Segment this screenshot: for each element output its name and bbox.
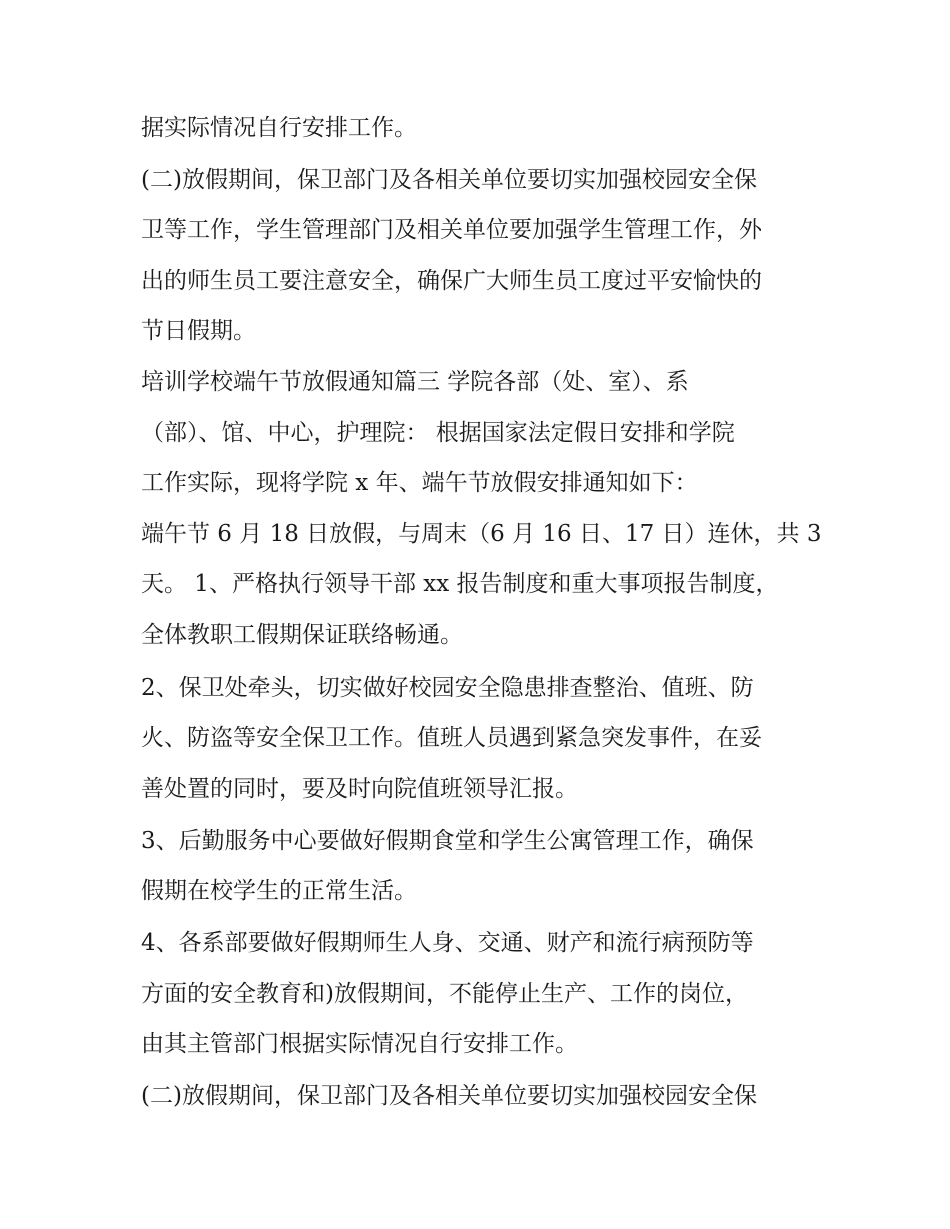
text-line: 卫等工作，学生管理部门及相关单位要加强学生管理工作，外 [141,217,762,243]
text-line: 2、保卫处牵头，切实做好校园安全隐患排查整治、值班、防 [141,675,754,701]
text-line: 工作实际，现将学院 x 年、端午节放假安排通知如下： [141,470,698,496]
text-line: (二)放假期间，保卫部门及各相关单位要切实加强校园安全保 [141,1083,757,1109]
text-line: 方面的安全教育和)放假期间，不能停止生产、工作的岗位， [141,981,748,1007]
text-line: 由其主管部门根据实际情况自行安排工作。 [141,1031,578,1057]
text-line: 天。 1、严格执行领导干部 xx 报告制度和重大事项报告制度， [141,571,779,597]
text-line: 4、各系部要做好假期师生人身、交通、财产和流行病预防等 [141,930,754,956]
text-line: 3、后勤服务中心要做好假期食堂和学生公寓管理工作，确保 [141,828,754,854]
text-line: 节日假期。 [141,318,256,344]
text-line: 出的师生员工要注意安全，确保广大师生员工度过平安愉快的 [141,268,762,294]
text-line: (二)放假期间，保卫部门及各相关单位要切实加强校园安全保 [141,167,757,193]
text-line: 善处置的同时，要及时向院值班领导汇报。 [141,776,578,802]
text-line: 端午节 6 月 18 日放假，与周末（6 月 16 日、17 日）连休，共 3 [141,521,822,547]
text-line: 假期在校学生的正常生活。 [141,878,417,904]
text-line: 全体教职工假期保证联络畅通。 [141,622,463,648]
text-line: 据实际情况自行安排工作。 [141,115,417,141]
text-line: 培训学校端午节放假通知篇三 学院各部（处、室）、系 [141,369,689,395]
text-line: 火、防盗等安全保卫工作。值班人员遇到紧急突发事件，在妥 [141,725,762,751]
text-line: （部）、馆、中心，护理院： 根据国家法定假日安排和学院 [141,420,735,446]
